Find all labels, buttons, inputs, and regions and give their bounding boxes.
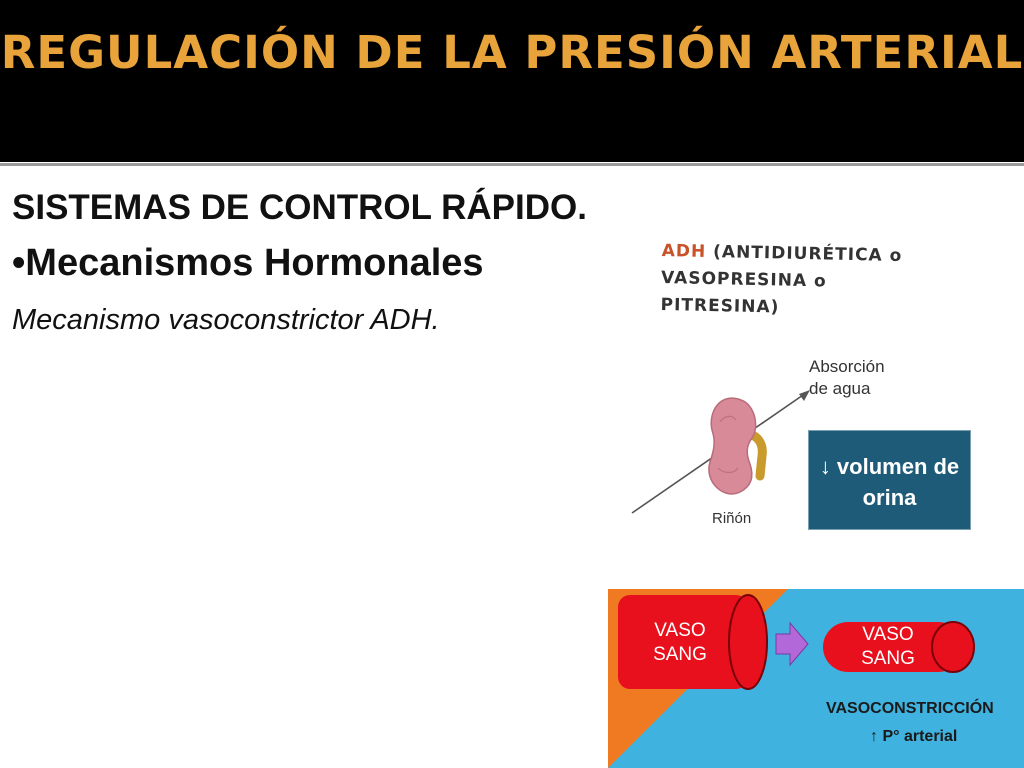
vasoconstriction-panel — [608, 589, 1024, 768]
vessel-illustration — [608, 589, 1024, 768]
adh-label — [660, 238, 902, 324]
absorption-line2: de agua — [809, 379, 871, 398]
adh-abbreviation: ADH — [661, 240, 707, 262]
urine-volume-box — [808, 430, 971, 530]
vessel-right-line1: VASO — [862, 624, 914, 645]
vessel-left-label — [640, 619, 720, 667]
adh-label-line2: VASOPRESINA o — [660, 267, 827, 292]
section-heading: SISTEMAS DE CONTROL RÁPIDO. — [12, 188, 587, 227]
slide-title: REGULACIÓN DE LA PRESIÓN ARTERIAL — [0, 26, 1024, 79]
vessel-right-line2: SANG — [861, 648, 915, 669]
urine-box-line1: ↓ volumen de — [819, 454, 960, 479]
vessel-left-line1: VASO — [654, 620, 706, 641]
pressure-increase-label: ↑ P° arterial — [870, 728, 958, 745]
kidney-icon — [709, 398, 756, 494]
caption-text: Mecanismo vasoconstrictor ADH. — [12, 304, 440, 336]
urine-box-line2: orina — [862, 485, 917, 510]
vasoconstriction-label: VASOCONSTRICCIÓN — [826, 700, 994, 717]
vessel-left-line2: SANG — [653, 644, 707, 665]
bullet-point: •Mecanismos Hormonales — [12, 242, 484, 284]
adh-label-line3: PITRESINA) — [660, 294, 780, 318]
absorption-label — [809, 356, 885, 400]
vessel-right-label — [848, 623, 928, 671]
adh-label-line1: (ANTIDIURÉTICA o — [706, 241, 903, 267]
title-divider — [0, 163, 1024, 166]
kidney-label: Riñón — [712, 510, 752, 527]
absorption-line1: Absorción — [809, 357, 885, 376]
